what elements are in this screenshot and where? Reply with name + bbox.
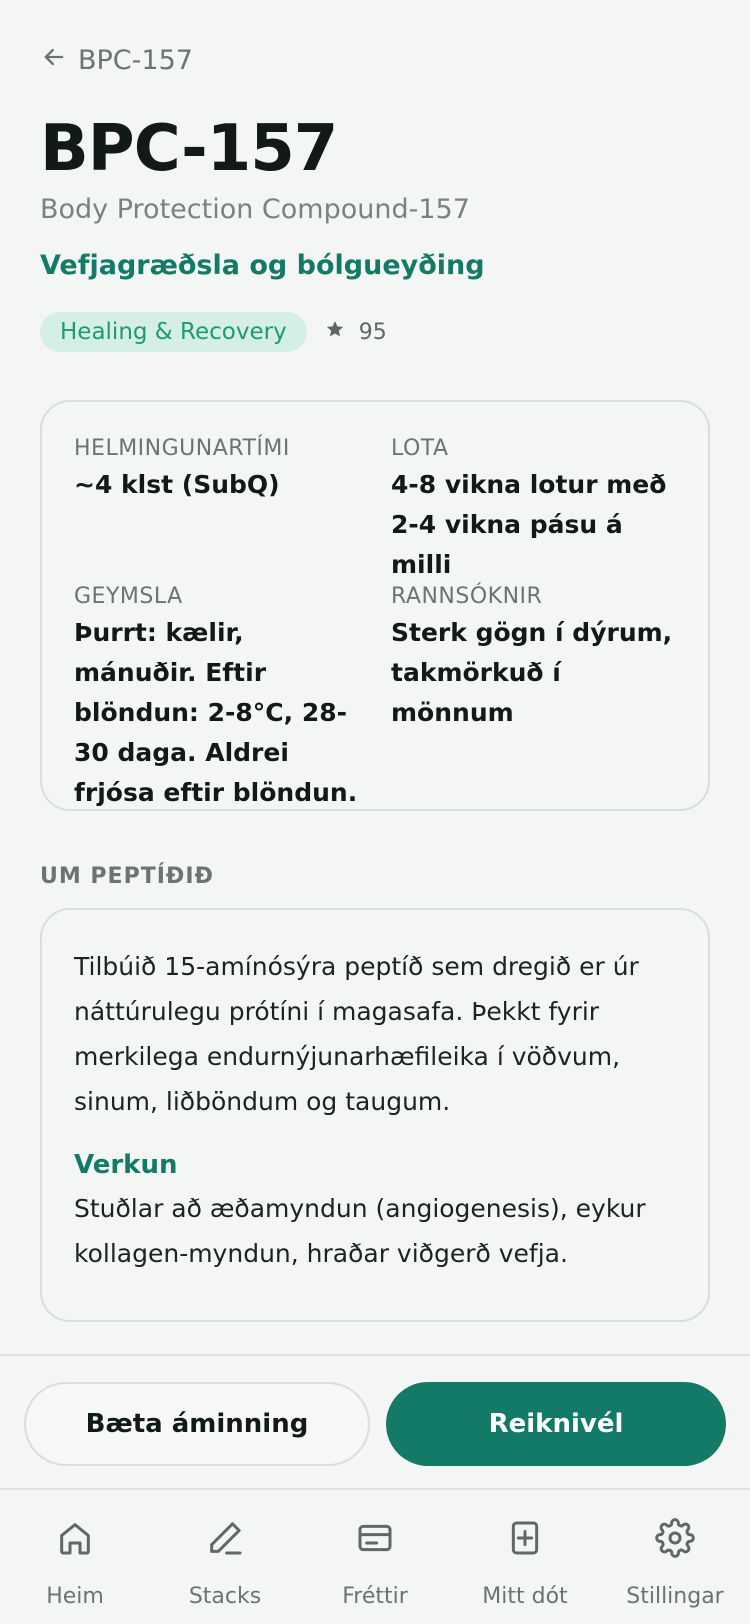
research-label: RANNSÓKNIR: [391, 584, 543, 609]
tab-my-stuff[interactable]: [450, 1490, 600, 1624]
pencil-icon: [205, 1518, 245, 1562]
cycle-label: LOTA: [391, 436, 449, 461]
tab-news[interactable]: [300, 1490, 450, 1624]
cycle-value: 4-8 vikna lotur með 2-4 vikna pásu á milli: [391, 470, 667, 579]
action-bar: [0, 1354, 750, 1488]
add-reminder-button[interactable]: Bæta áminning: [24, 1382, 370, 1466]
about-heading: UM PEPTÍÐIÐ: [40, 864, 214, 889]
back-button[interactable]: [40, 40, 193, 80]
about-card: [40, 908, 710, 1322]
storage-cell: [74, 584, 359, 813]
tab-settings-label: Stillingar: [626, 1584, 724, 1609]
peptide-full-name: Body Protection Compound-157: [40, 194, 470, 225]
add-document-icon: [505, 1518, 545, 1562]
tab-home[interactable]: [0, 1490, 150, 1624]
storage-value: Þurrt: kælir, mánuðir. Eftir blöndun: 2-8°C, 28-30 daga. Aldrei frjósa eftir blöndun.: [74, 618, 358, 807]
tab-stacks-label: Stacks: [188, 1584, 262, 1609]
arrow-left-icon: [40, 43, 68, 78]
research-cell: [391, 584, 676, 733]
calculator-button[interactable]: Reiknivél: [386, 1382, 726, 1466]
cycle-cell: [391, 436, 676, 585]
home-icon: [55, 1518, 95, 1562]
tab-my-stuff-label: Mitt dót: [482, 1584, 568, 1609]
mechanism-text: Stuðlar að æðamyndun (angiogenesis), eykur kollagen-myndun, hraðar viðgerð vefja.: [74, 1194, 646, 1268]
tab-home-label: Heim: [46, 1584, 104, 1609]
bottom-tab-bar: [0, 1488, 750, 1624]
mechanism-title: Verkun: [74, 1150, 178, 1180]
rating: [325, 319, 387, 345]
tab-settings[interactable]: [600, 1490, 750, 1624]
tags-row: [40, 312, 387, 352]
tab-stacks[interactable]: [150, 1490, 300, 1624]
research-value: Sterk gögn í dýrum, takmörkuð í mönnum: [391, 618, 673, 727]
page-title: BPC-157: [40, 112, 338, 186]
half-life-label: HELMINGUNARTÍMI: [74, 436, 290, 461]
gear-icon: [655, 1518, 695, 1562]
storage-label: GEYMSLA: [74, 584, 183, 609]
back-label: BPC-157: [78, 44, 193, 76]
peptide-purpose: Vefjagræðsla og bólgueyðing: [40, 250, 485, 281]
half-life-cell: [74, 436, 359, 505]
half-life-value: ~4 klst (SubQ): [74, 470, 280, 499]
category-badge: Healing & Recovery: [40, 312, 307, 352]
about-description: Tilbúið 15-amínósýra peptíð sem dregið er úr náttúrulegu prótíni í magasafa. Þekkt fyrir merkilega endurnýjunarhæfileika í vöðvum, sinum, liðböndum og taugum.: [74, 952, 639, 1116]
star-icon: [325, 319, 345, 345]
info-card: [40, 400, 710, 811]
rating-value: 95: [358, 319, 387, 345]
tab-news-label: Fréttir: [342, 1584, 408, 1609]
news-card-icon: [355, 1518, 395, 1562]
